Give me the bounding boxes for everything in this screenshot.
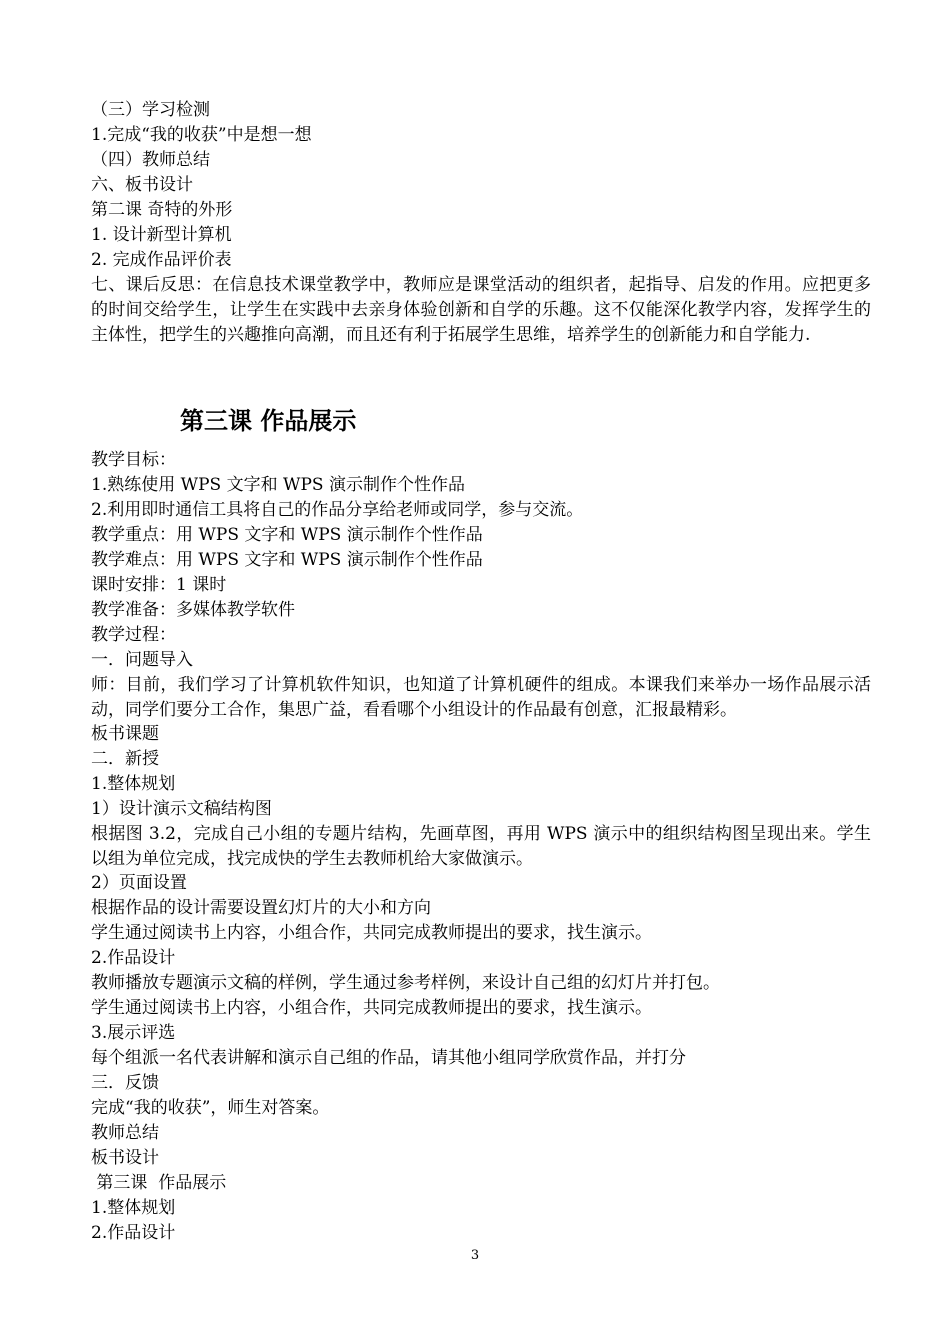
lesson-title: 第三课 作品展示 — [180, 407, 357, 435]
text-line: 一．问题导入 — [91, 650, 193, 670]
intro-paragraph: 师：目前，我们学习了计算机软件知识，也知道了计算机硬件的组成。本课我们来举办一场作品展示活动，同学们要分工合作，集思广益，看看哪个小组设计的作品最有创意，汇报最精彩。 — [91, 675, 871, 720]
text-line: 2. 完成作品评价表 — [91, 250, 232, 270]
page-number: 3 — [470, 1248, 480, 1263]
text-line: 板书课题 — [91, 724, 159, 744]
text-line: 3.展示评选 — [91, 1023, 176, 1043]
text-line: 第三课 作品展示 — [91, 1173, 227, 1193]
text-line: 第二课 奇特的外形 — [91, 200, 233, 220]
text-line: 2.作品设计 — [91, 948, 176, 968]
text-line: 1. 设计新型计算机 — [91, 225, 232, 245]
text-line: 教学目标： — [91, 450, 176, 470]
text-line: 1.整体规划 — [91, 774, 176, 794]
structure-paragraph: 根据图 3.2，完成自己小组的专题片结构，先画草图，再用 WPS 演示中的组织结构图呈现出来。学生以组为单位完成，找完成快的学生去教师机给大家做演示。 — [91, 824, 871, 869]
text-line: 教师播放专题演示文稿的样例，学生通过参考样例，来设计自己组的幻灯片并打包。 — [91, 973, 720, 993]
text-line: 完成“我的收获”，师生对答案。 — [91, 1098, 330, 1118]
text-line: 板书设计 — [91, 1148, 159, 1168]
text-line: 2.作品设计 — [91, 1223, 176, 1243]
text-line: 教学过程： — [91, 625, 176, 645]
text-line: 根据作品的设计需要设置幻灯片的大小和方向 — [91, 898, 431, 918]
text-line: 1.完成“我的收获”中是想一想 — [91, 125, 312, 145]
text-line: 每个组派一名代表讲解和演示自己组的作品，请其他小组同学欣赏作品，并打分 — [91, 1048, 686, 1068]
text-line: 课时安排：1 课时 — [91, 575, 227, 595]
text-line: 2.利用即时通信工具将自己的作品分享给老师或同学，参与交流。 — [91, 500, 584, 520]
text-line: 1.熟练使用 WPS 文字和 WPS 演示制作个性作品 — [91, 475, 465, 495]
text-line: 2）页面设置 — [91, 873, 187, 893]
text-line: 1）设计演示文稿结构图 — [91, 799, 272, 819]
text-line: 教学重点：用 WPS 文字和 WPS 演示制作个性作品 — [91, 525, 483, 545]
text-line: 学生通过阅读书上内容，小组合作，共同完成教师提出的要求，找生演示。 — [91, 923, 652, 943]
text-line: 学生通过阅读书上内容，小组合作，共同完成教师提出的要求，找生演示。 — [91, 998, 652, 1018]
text-line: 教师总结 — [91, 1123, 159, 1143]
text-line: （三）学习检测 — [91, 100, 210, 120]
text-line: 1.整体规划 — [91, 1198, 176, 1218]
text-line: 三．反馈 — [91, 1073, 159, 1093]
text-line: 教学难点：用 WPS 文字和 WPS 演示制作个性作品 — [91, 550, 483, 570]
text-line: 二．新授 — [91, 749, 159, 769]
text-line: 六、板书设计 — [91, 175, 193, 195]
text-line: 教学准备：多媒体教学软件 — [91, 600, 295, 620]
reflection-paragraph: 七、课后反思：在信息技术课堂教学中，教师应是课堂活动的组织者，起指导、启发的作用。应把更多的时间交给学生，让学生在实践中去亲身体验创新和自学的乐趣。这不仅能深化教学内容，发挥学生的主体性，把学生的兴趣推向高潮，而且还有利于拓展学生思维，培养学生的创新能力和自学能力. — [91, 275, 871, 345]
text-line: （四）教师总结 — [91, 150, 210, 170]
